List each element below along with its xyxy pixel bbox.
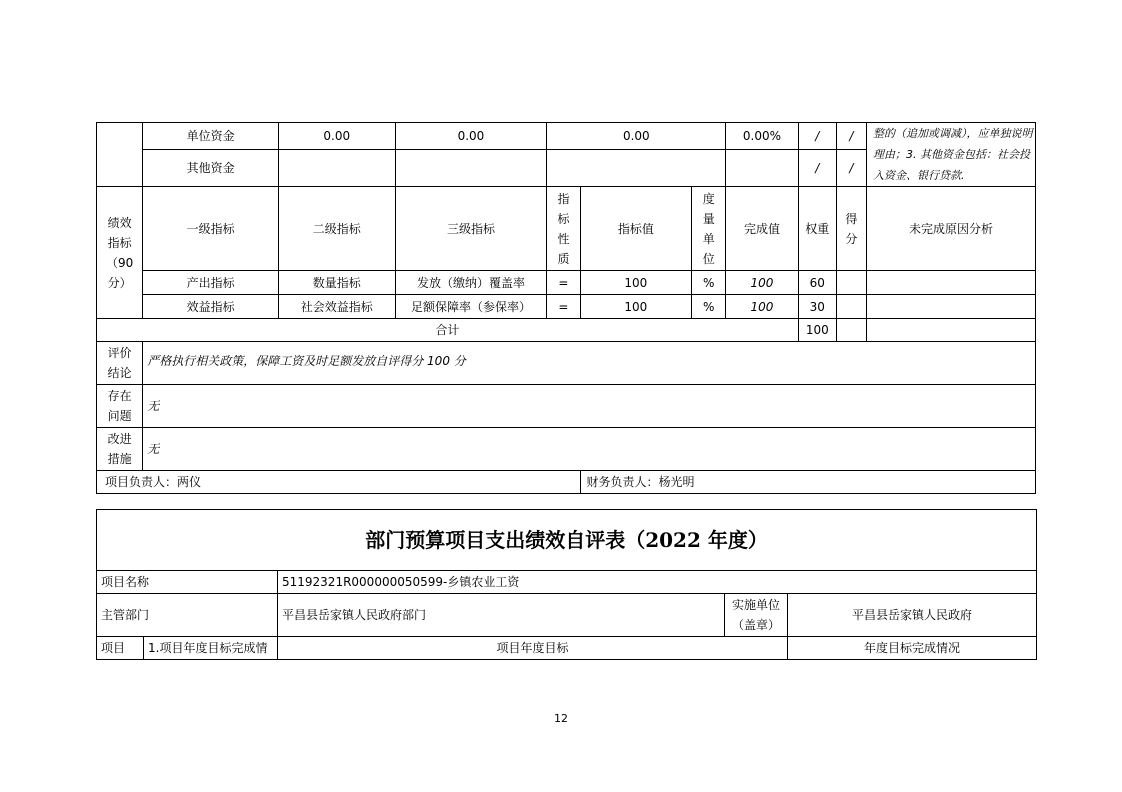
- finance-lead: 财务负责人：杨光明: [580, 471, 1035, 494]
- measures-row: [97, 428, 1036, 471]
- perf-side-label: 绩效 指标 （90 分）: [97, 187, 143, 319]
- dept-row: [97, 594, 1037, 637]
- project-lead: 项目负责人：两仪: [97, 471, 581, 494]
- self-evaluation-form: [96, 509, 1037, 660]
- conclusion-text: 严格执行相关政策，保障工资及时足额发放自评得分 100 分: [143, 342, 1036, 385]
- header-score: 得 分: [836, 187, 866, 271]
- problems-text: 无: [143, 385, 1036, 428]
- unit-funds-row: [97, 123, 1036, 150]
- row2-weight: 30: [798, 295, 836, 319]
- row1-value: 100: [580, 271, 692, 295]
- indicator-row: [97, 295, 1036, 319]
- row1-level1: 产出指标: [143, 271, 279, 295]
- measures-label: 改进 措施: [97, 428, 143, 471]
- row1-reason: [867, 271, 1036, 295]
- measures-text: 无: [143, 428, 1036, 471]
- unit-funds-rate: 0.00%: [726, 123, 798, 150]
- row2-score: [836, 295, 866, 319]
- row2-level2: 社会效益指标: [278, 295, 395, 319]
- row1-level2: 数量指标: [278, 271, 395, 295]
- row1-completed: 100: [726, 271, 798, 295]
- total-label: 合计: [97, 319, 799, 342]
- funds-note: 整的（追加或调减），应单独说明理由；3. 其他资金包括：社会投入资金、银行贷款.: [867, 123, 1036, 187]
- row1-score: [836, 271, 866, 295]
- row2-completed: 100: [726, 295, 798, 319]
- header-level2: 二级指标: [278, 187, 395, 271]
- total-row: [97, 319, 1036, 342]
- header-level3: 三级指标: [395, 187, 547, 271]
- header-value: 指标值: [580, 187, 692, 271]
- header-reason: 未完成原因分析: [867, 187, 1036, 271]
- item-column: 1.项目年度目标完成情: [144, 637, 278, 660]
- row2-nature: =: [547, 295, 580, 319]
- header-nature: 指 标 性 质: [547, 187, 580, 271]
- header-completed: 完成值: [726, 187, 798, 271]
- project-name-row: [97, 571, 1037, 594]
- row2-level1: 效益指标: [143, 295, 279, 319]
- project-name-label: 项目名称: [97, 571, 278, 594]
- dept-value: 平昌县岳家镇人民政府部门: [278, 594, 725, 637]
- conclusion-label: 评价 结论: [97, 342, 143, 385]
- total-score: [836, 319, 866, 342]
- unit-funds-weight: /: [798, 123, 836, 150]
- row2-unit: %: [692, 295, 726, 319]
- performance-table: [96, 122, 1036, 494]
- unit-funds-executed: 0.00: [547, 123, 726, 150]
- signers-row: [97, 471, 1036, 494]
- other-funds-weight: /: [798, 149, 836, 186]
- row2-level3: 足额保障率（参保率）: [395, 295, 547, 319]
- problems-label: 存在 问题: [97, 385, 143, 428]
- project-name-value: 51192321R000000050599-乡镇农业工资: [278, 571, 1037, 594]
- conclusion-row: [97, 342, 1036, 385]
- goal-header-row: [97, 637, 1037, 660]
- other-funds-executed: [547, 149, 726, 186]
- dept-label: 主管部门: [97, 594, 278, 637]
- row1-nature: =: [547, 271, 580, 295]
- row1-weight: 60: [798, 271, 836, 295]
- other-funds-label: 其他资金: [143, 149, 279, 186]
- indicator-row: [97, 271, 1036, 295]
- impl-unit-value: 平昌县岳家镇人民政府: [788, 594, 1037, 637]
- unit-funds-score: /: [836, 123, 866, 150]
- row1-level3: 发放（缴纳）覆盖率: [395, 271, 547, 295]
- problems-row: [97, 385, 1036, 428]
- total-reason: [867, 319, 1036, 342]
- item-label: 项目: [97, 637, 144, 660]
- other-funds-rate: [726, 149, 798, 186]
- unit-funds-label: 单位资金: [143, 123, 279, 150]
- page-number: 12: [554, 712, 568, 725]
- header-weight: 权重: [798, 187, 836, 271]
- form-title: 部门预算项目支出绩效自评表（2022 年度）: [97, 510, 1037, 571]
- total-weight: 100: [798, 319, 836, 342]
- header-level1: 一级指标: [143, 187, 279, 271]
- row1-unit: %: [692, 271, 726, 295]
- row2-value: 100: [580, 295, 692, 319]
- other-funds-budget: [278, 149, 395, 186]
- status-header: 年度目标完成情况: [788, 637, 1037, 660]
- row2-reason: [867, 295, 1036, 319]
- other-funds-adjusted: [395, 149, 547, 186]
- unit-funds-adjusted: 0.00: [395, 123, 547, 150]
- goal-header: 项目年度目标: [278, 637, 788, 660]
- impl-unit-label: 实施单位 （盖章）: [725, 594, 788, 637]
- header-unit: 度 量 单 位: [692, 187, 726, 271]
- unit-funds-budget: 0.00: [278, 123, 395, 150]
- indicator-header-row: [97, 187, 1036, 271]
- other-funds-score: /: [836, 149, 866, 186]
- funds-blank-cell: [97, 123, 143, 187]
